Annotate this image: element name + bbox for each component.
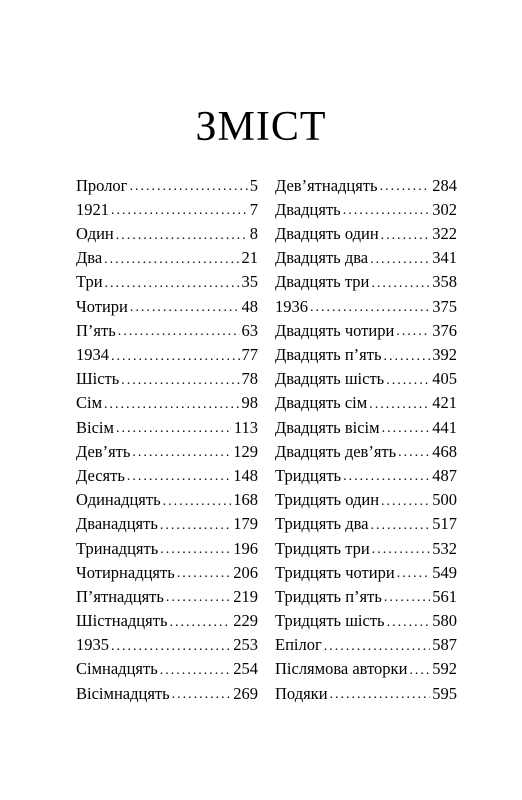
toc-entry-label: Двадцять п’ять xyxy=(275,345,382,364)
dot-leader xyxy=(111,204,248,218)
dot-leader xyxy=(343,204,431,218)
toc-entry-page: 592 xyxy=(432,659,457,679)
toc-entry xyxy=(76,630,258,654)
toc-entry-label: 1921 xyxy=(76,199,109,219)
dot-leader xyxy=(372,543,431,557)
dot-leader xyxy=(330,688,431,702)
toc-entry xyxy=(275,557,457,581)
dot-leader xyxy=(387,616,431,630)
toc-entry-page: 375 xyxy=(432,296,457,316)
toc-entry xyxy=(76,678,258,702)
toc-entry-label: Двадцять два xyxy=(275,248,369,268)
dot-leader xyxy=(116,229,248,243)
dot-leader xyxy=(343,470,430,484)
dot-leader xyxy=(111,640,231,654)
toc-entry xyxy=(76,170,258,194)
dot-leader xyxy=(104,398,239,412)
toc-entry-page: 63 xyxy=(241,320,258,340)
toc-entry xyxy=(275,243,457,267)
toc-entry-label: Вісімнадцять xyxy=(76,683,170,703)
toc-entry-page: 341 xyxy=(432,248,457,268)
toc-entry-page: 78 xyxy=(241,369,258,389)
dot-leader xyxy=(177,567,231,581)
toc-entry xyxy=(275,605,457,629)
dot-leader xyxy=(160,519,231,533)
toc-entry-page: 21 xyxy=(241,248,258,268)
toc-entry-page: 7 xyxy=(249,199,258,219)
dot-leader xyxy=(172,688,232,702)
toc-entry xyxy=(76,339,258,363)
toc-column-left xyxy=(76,170,258,702)
toc-entry-page: 284 xyxy=(432,175,457,195)
dot-leader xyxy=(369,398,430,412)
toc-entry-page: 376 xyxy=(432,320,457,340)
dot-leader xyxy=(105,277,240,291)
dot-leader xyxy=(169,616,231,630)
dot-leader xyxy=(166,591,231,605)
toc-entry-label: П’ятнадцять xyxy=(76,586,164,606)
toc-entry-label: Тридцять шість xyxy=(275,611,385,631)
dot-leader xyxy=(371,277,430,291)
toc-entry-page: 206 xyxy=(233,562,258,582)
toc-entry-page: 179 xyxy=(233,514,258,534)
dot-leader xyxy=(104,253,239,267)
toc-entry-label: Одинадцять xyxy=(76,490,161,510)
toc-entry-label: Один xyxy=(76,224,114,244)
toc-entry-page: 392 xyxy=(432,345,457,364)
toc-entry-page: 219 xyxy=(233,586,258,606)
dot-leader xyxy=(111,350,240,364)
toc-entry xyxy=(76,291,258,315)
toc-entry xyxy=(76,388,258,412)
toc-entry xyxy=(275,388,457,412)
toc-entry-label: Двадцять шість xyxy=(275,369,385,389)
toc-entry-label: Чотири xyxy=(76,296,128,316)
toc-entry-page: 229 xyxy=(233,611,258,631)
toc-entry-page: 8 xyxy=(249,224,258,244)
dot-leader xyxy=(397,567,431,581)
toc-entry-label: Сімнадцять xyxy=(76,659,158,679)
toc-entry-label: Десять xyxy=(76,465,125,485)
toc-entry xyxy=(275,291,457,315)
toc-entry xyxy=(275,581,457,605)
dot-leader xyxy=(381,229,431,243)
toc-entry-page: 302 xyxy=(432,199,457,219)
toc-entry-label: Двадцять xyxy=(275,199,341,219)
toc-entry-label: Тридцять один xyxy=(275,490,380,510)
toc-entry xyxy=(275,678,457,702)
toc-entry xyxy=(76,243,258,267)
toc-entry-page: 441 xyxy=(432,417,457,437)
toc-entry xyxy=(275,630,457,654)
toc-entry xyxy=(275,509,457,533)
toc-entry-label: Шістнадцять xyxy=(76,611,168,631)
toc-entry xyxy=(76,509,258,533)
toc-entry xyxy=(76,315,258,339)
toc-entry-label: Дев’ять xyxy=(76,441,131,461)
dot-leader xyxy=(127,470,231,484)
dot-leader xyxy=(118,325,240,339)
toc-entry-page: 468 xyxy=(432,441,457,461)
toc-entry-page: 168 xyxy=(233,490,258,510)
dot-leader xyxy=(386,374,430,388)
dot-leader xyxy=(160,543,231,557)
toc-entry-label: Тридцять xyxy=(275,465,342,485)
toc-entry-label: Шість xyxy=(76,369,120,389)
toc-entry-label: Тринадцять xyxy=(76,538,159,558)
toc-entry xyxy=(76,194,258,218)
toc-entry-page: 358 xyxy=(432,272,457,292)
toc-entry-label: Сім xyxy=(76,393,103,413)
toc-entry-label: Тридцять два xyxy=(275,514,369,534)
toc-entry xyxy=(76,460,258,484)
toc-entry-page: 129 xyxy=(233,441,258,461)
toc-entry-label: Тридцять чотири xyxy=(275,562,395,582)
toc-entry-page: 254 xyxy=(233,659,258,679)
toc-entry-label: Подяки xyxy=(275,683,328,703)
toc-entry xyxy=(76,654,258,678)
toc-entry-page: 487 xyxy=(432,465,457,485)
toc-entry-label: Тридцять п’ять xyxy=(275,586,382,606)
page-title: ЗМІСТ xyxy=(195,104,327,150)
toc-entry-label: Тридцять три xyxy=(275,538,370,558)
toc-entry-page: 253 xyxy=(233,635,258,655)
toc-entry xyxy=(76,605,258,629)
toc-entry-label: Двадцять вісім xyxy=(275,417,380,437)
toc-entry-label: Вісім xyxy=(76,417,114,437)
toc-entry-page: 113 xyxy=(233,417,258,437)
dot-leader xyxy=(160,664,232,678)
dot-leader xyxy=(324,640,431,654)
toc-entry-label: Два xyxy=(76,248,103,268)
toc-entry xyxy=(76,218,258,242)
toc-entry-label: Дев’ятнадцять xyxy=(275,175,378,195)
toc-entry-page: 148 xyxy=(233,465,258,485)
toc-entry-label: Двадцять один xyxy=(275,224,379,244)
toc-entry xyxy=(76,533,258,557)
toc-entry xyxy=(275,364,457,388)
toc-entry xyxy=(76,436,258,460)
toc-entry-label: Дванадцять xyxy=(76,514,158,534)
toc-entry xyxy=(275,484,457,508)
dot-leader xyxy=(310,301,430,315)
toc-entry xyxy=(76,267,258,291)
toc-entry-label: Три xyxy=(76,272,103,292)
toc-entry-page: 269 xyxy=(233,683,258,703)
toc-entry xyxy=(275,315,457,339)
toc-entry-page: 561 xyxy=(432,586,457,606)
dot-leader xyxy=(380,180,431,194)
toc-entry xyxy=(275,412,457,436)
dot-leader xyxy=(396,325,430,339)
toc-entry-label: Післямова авторки xyxy=(275,659,408,679)
dot-leader xyxy=(384,591,430,605)
toc-entry-label: 1934 xyxy=(76,345,109,364)
toc-entry-page: 35 xyxy=(241,272,258,292)
toc-entry-page: 98 xyxy=(241,393,258,413)
dot-leader xyxy=(121,374,239,388)
dot-leader xyxy=(371,519,431,533)
toc-entry xyxy=(76,484,258,508)
toc-entry xyxy=(275,194,457,218)
toc-entry xyxy=(76,581,258,605)
toc-entry-page: 196 xyxy=(233,538,258,558)
toc-entry-page: 48 xyxy=(241,296,258,316)
toc-entry-page: 532 xyxy=(432,538,457,558)
toc-entry-label: Двадцять три xyxy=(275,272,370,292)
toc-entry-page: 595 xyxy=(432,683,457,703)
toc-entry-label: Епілог xyxy=(275,635,322,655)
toc-entry-page: 580 xyxy=(432,611,457,631)
toc-entry-label: Двадцять дев’ять xyxy=(275,441,397,461)
toc-entry xyxy=(275,460,457,484)
toc-entry xyxy=(275,170,457,194)
toc-entry-page: 500 xyxy=(432,490,457,510)
toc-entry-label: Двадцять сім xyxy=(275,393,368,413)
toc-entry xyxy=(76,412,258,436)
toc-entry xyxy=(275,267,457,291)
toc-entry-page: 405 xyxy=(432,369,457,389)
dot-leader xyxy=(383,350,430,364)
toc-entry xyxy=(275,654,457,678)
toc-entry xyxy=(275,218,457,242)
toc-entry-page: 549 xyxy=(432,562,457,582)
toc-entry-label: 1935 xyxy=(76,635,109,655)
toc-entry-label: 1936 xyxy=(275,296,308,316)
toc-entry-page: 322 xyxy=(432,224,457,244)
toc-entry xyxy=(275,339,457,363)
dot-leader xyxy=(398,446,430,460)
dot-leader xyxy=(370,253,430,267)
toc-entry-page: 587 xyxy=(432,635,457,655)
toc-entry xyxy=(76,557,258,581)
dot-leader xyxy=(130,301,240,315)
dot-leader xyxy=(163,495,232,509)
dot-leader xyxy=(381,495,430,509)
toc-entry-label: Пролог xyxy=(76,175,128,195)
toc-entry xyxy=(76,364,258,388)
toc-entry-label: Чотирнадцять xyxy=(76,562,175,582)
toc-entry-page: 421 xyxy=(432,393,457,413)
toc-entry xyxy=(275,533,457,557)
toc-entry-page: 5 xyxy=(249,175,258,195)
toc-column-right xyxy=(275,170,457,702)
dot-leader xyxy=(382,422,431,436)
toc-entry-label: Двадцять чотири xyxy=(275,320,395,340)
toc-entry-page: 77 xyxy=(241,345,258,364)
dot-leader xyxy=(129,180,247,194)
dot-leader xyxy=(116,422,232,436)
toc-entry-page: 517 xyxy=(432,514,457,534)
dot-leader xyxy=(409,664,430,678)
dot-leader xyxy=(132,446,231,460)
toc-entry xyxy=(275,436,457,460)
toc-entry-label: П’ять xyxy=(76,320,116,340)
